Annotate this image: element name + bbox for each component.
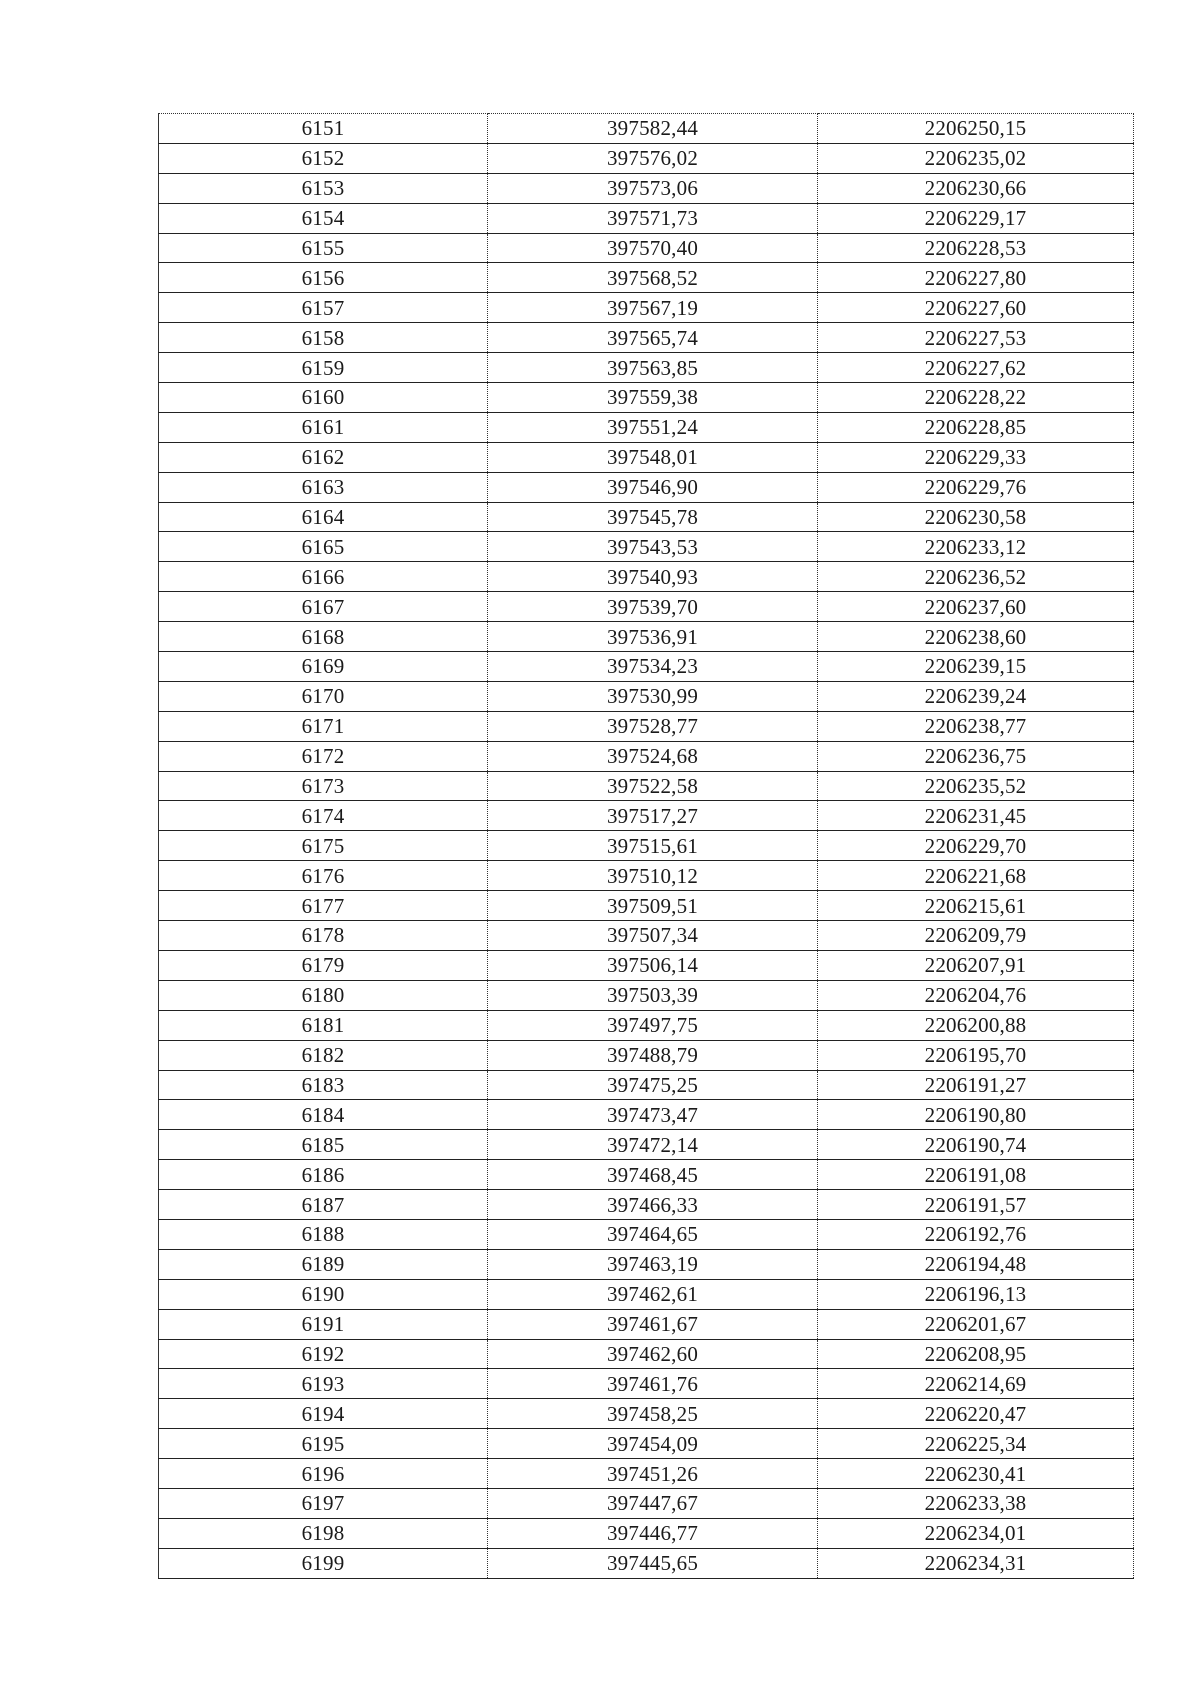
x-coordinate-cell: 397475,25 [488,1070,818,1100]
point-number-cell: 6159 [159,353,488,383]
table-row [159,1040,1134,1070]
point-number-cell: 6176 [159,861,488,891]
y-coordinate-cell: 2206200,88 [818,1010,1134,1040]
point-number-cell: 6162 [159,442,488,472]
x-coordinate-cell: 397540,93 [488,562,818,592]
y-coordinate-cell: 2206201,67 [818,1309,1134,1339]
table-row [159,1070,1134,1100]
table-row [159,1548,1134,1578]
x-coordinate-cell: 397507,34 [488,921,818,951]
y-coordinate-cell: 2206230,41 [818,1459,1134,1489]
x-coordinate-cell: 397497,75 [488,1010,818,1040]
x-coordinate-cell: 397576,02 [488,143,818,173]
y-coordinate-cell: 2206239,24 [818,681,1134,711]
point-number-cell: 6178 [159,921,488,951]
table-row [159,263,1134,293]
x-coordinate-cell: 397548,01 [488,442,818,472]
y-coordinate-cell: 2206236,52 [818,562,1134,592]
x-coordinate-cell: 397539,70 [488,592,818,622]
x-coordinate-cell: 397565,74 [488,323,818,353]
y-coordinate-cell: 2206191,27 [818,1070,1134,1100]
table-row [159,1130,1134,1160]
table-row [159,1100,1134,1130]
table-row [159,652,1134,682]
y-coordinate-cell: 2206207,91 [818,950,1134,980]
y-coordinate-cell: 2206214,69 [818,1369,1134,1399]
x-coordinate-cell: 397445,65 [488,1548,818,1578]
point-number-cell: 6189 [159,1249,488,1279]
point-number-cell: 6175 [159,831,488,861]
y-coordinate-cell: 2206204,76 [818,980,1134,1010]
x-coordinate-cell: 397503,39 [488,980,818,1010]
x-coordinate-cell: 397571,73 [488,203,818,233]
point-number-cell: 6170 [159,681,488,711]
table-row [159,741,1134,771]
table-row [159,592,1134,622]
y-coordinate-cell: 2206208,95 [818,1339,1134,1369]
y-coordinate-cell: 2206229,76 [818,472,1134,502]
table-row [159,562,1134,592]
x-coordinate-cell: 397473,47 [488,1100,818,1130]
x-coordinate-cell: 397573,06 [488,173,818,203]
x-coordinate-cell: 397528,77 [488,711,818,741]
table-row [159,472,1134,502]
point-number-cell: 6157 [159,293,488,323]
point-number-cell: 6153 [159,173,488,203]
x-coordinate-cell: 397551,24 [488,412,818,442]
table-row [159,861,1134,891]
point-number-cell: 6156 [159,263,488,293]
x-coordinate-cell: 397568,52 [488,263,818,293]
x-coordinate-cell: 397546,90 [488,472,818,502]
x-coordinate-cell: 397446,77 [488,1518,818,1548]
y-coordinate-cell: 2206235,52 [818,771,1134,801]
y-coordinate-cell: 2206230,58 [818,502,1134,532]
table-row [159,1190,1134,1220]
point-number-cell: 6151 [159,114,488,144]
point-number-cell: 6195 [159,1429,488,1459]
point-number-cell: 6191 [159,1309,488,1339]
x-coordinate-cell: 397472,14 [488,1130,818,1160]
point-number-cell: 6164 [159,502,488,532]
point-number-cell: 6163 [159,472,488,502]
y-coordinate-cell: 2206227,62 [818,353,1134,383]
table-row [159,801,1134,831]
y-coordinate-cell: 2206234,01 [818,1518,1134,1548]
y-coordinate-cell: 2206209,79 [818,921,1134,951]
table-row [159,1429,1134,1459]
table-row [159,1518,1134,1548]
table-row [159,891,1134,921]
point-number-cell: 6187 [159,1190,488,1220]
y-coordinate-cell: 2206233,38 [818,1488,1134,1518]
y-coordinate-cell: 2206250,15 [818,114,1134,144]
point-number-cell: 6174 [159,801,488,831]
y-coordinate-cell: 2206235,02 [818,143,1134,173]
x-coordinate-cell: 397563,85 [488,353,818,383]
table-row [159,1219,1134,1249]
table-row [159,1369,1134,1399]
y-coordinate-cell: 2206227,60 [818,293,1134,323]
point-number-cell: 6194 [159,1399,488,1429]
point-number-cell: 6169 [159,652,488,682]
table-row [159,502,1134,532]
point-number-cell: 6185 [159,1130,488,1160]
point-number-cell: 6166 [159,562,488,592]
point-number-cell: 6183 [159,1070,488,1100]
y-coordinate-cell: 2206236,75 [818,741,1134,771]
table-row [159,233,1134,263]
point-number-cell: 6180 [159,980,488,1010]
x-coordinate-cell: 397506,14 [488,950,818,980]
point-number-cell: 6161 [159,412,488,442]
point-number-cell: 6152 [159,143,488,173]
y-coordinate-cell: 2206234,31 [818,1548,1134,1578]
y-coordinate-cell: 2206228,22 [818,383,1134,413]
table-row [159,383,1134,413]
y-coordinate-cell: 2206191,08 [818,1160,1134,1190]
y-coordinate-cell: 2206228,53 [818,233,1134,263]
y-coordinate-cell: 2206192,76 [818,1219,1134,1249]
table-row [159,293,1134,323]
table-row [159,323,1134,353]
point-number-cell: 6197 [159,1488,488,1518]
point-number-cell: 6198 [159,1518,488,1548]
y-coordinate-cell: 2206215,61 [818,891,1134,921]
point-number-cell: 6182 [159,1040,488,1070]
y-coordinate-cell: 2206228,85 [818,412,1134,442]
x-coordinate-cell: 397534,23 [488,652,818,682]
table-row [159,831,1134,861]
point-number-cell: 6190 [159,1279,488,1309]
point-number-cell: 6177 [159,891,488,921]
x-coordinate-cell: 397463,19 [488,1249,818,1279]
point-number-cell: 6192 [159,1339,488,1369]
x-coordinate-cell: 397461,67 [488,1309,818,1339]
x-coordinate-cell: 397522,58 [488,771,818,801]
y-coordinate-cell: 2206220,47 [818,1399,1134,1429]
point-number-cell: 6158 [159,323,488,353]
x-coordinate-cell: 397567,19 [488,293,818,323]
table-row [159,114,1134,144]
y-coordinate-cell: 2206238,77 [818,711,1134,741]
x-coordinate-cell: 397461,76 [488,1369,818,1399]
table-row [159,1459,1134,1489]
x-coordinate-cell: 397451,26 [488,1459,818,1489]
x-coordinate-cell: 397559,38 [488,383,818,413]
point-number-cell: 6196 [159,1459,488,1489]
table-row [159,532,1134,562]
x-coordinate-cell: 397454,09 [488,1429,818,1459]
table-row [159,1339,1134,1369]
point-number-cell: 6181 [159,1010,488,1040]
table-row [159,950,1134,980]
x-coordinate-cell: 397530,99 [488,681,818,711]
x-coordinate-cell: 397524,68 [488,741,818,771]
y-coordinate-cell: 2206225,34 [818,1429,1134,1459]
x-coordinate-cell: 397582,44 [488,114,818,144]
y-coordinate-cell: 2206196,13 [818,1279,1134,1309]
table-row [159,1249,1134,1279]
y-coordinate-cell: 2206195,70 [818,1040,1134,1070]
point-number-cell: 6199 [159,1548,488,1578]
x-coordinate-cell: 397464,65 [488,1219,818,1249]
y-coordinate-cell: 2206194,48 [818,1249,1134,1279]
table-row [159,711,1134,741]
table-row [159,143,1134,173]
point-number-cell: 6188 [159,1219,488,1249]
coordinates-table [158,113,1134,1579]
x-coordinate-cell: 397543,53 [488,532,818,562]
table-row [159,1010,1134,1040]
y-coordinate-cell: 2206227,53 [818,323,1134,353]
y-coordinate-cell: 2206190,80 [818,1100,1134,1130]
x-coordinate-cell: 397517,27 [488,801,818,831]
table-row [159,1309,1134,1339]
point-number-cell: 6172 [159,741,488,771]
table-row [159,1279,1134,1309]
x-coordinate-cell: 397545,78 [488,502,818,532]
y-coordinate-cell: 2206191,57 [818,1190,1134,1220]
point-number-cell: 6171 [159,711,488,741]
x-coordinate-cell: 397462,60 [488,1339,818,1369]
y-coordinate-cell: 2206229,70 [818,831,1134,861]
table-row [159,173,1134,203]
table-row [159,412,1134,442]
y-coordinate-cell: 2206229,33 [818,442,1134,472]
table-row [159,771,1134,801]
point-number-cell: 6165 [159,532,488,562]
table-row [159,353,1134,383]
table-row [159,921,1134,951]
y-coordinate-cell: 2206221,68 [818,861,1134,891]
x-coordinate-cell: 397570,40 [488,233,818,263]
table-row [159,1399,1134,1429]
x-coordinate-cell: 397510,12 [488,861,818,891]
y-coordinate-cell: 2206237,60 [818,592,1134,622]
point-number-cell: 6184 [159,1100,488,1130]
x-coordinate-cell: 397509,51 [488,891,818,921]
table-row [159,1488,1134,1518]
point-number-cell: 6193 [159,1369,488,1399]
y-coordinate-cell: 2206227,80 [818,263,1134,293]
x-coordinate-cell: 397515,61 [488,831,818,861]
x-coordinate-cell: 397447,67 [488,1488,818,1518]
x-coordinate-cell: 397536,91 [488,622,818,652]
x-coordinate-cell: 397488,79 [488,1040,818,1070]
point-number-cell: 6173 [159,771,488,801]
point-number-cell: 6179 [159,950,488,980]
y-coordinate-cell: 2206190,74 [818,1130,1134,1160]
table-row [159,203,1134,233]
x-coordinate-cell: 397462,61 [488,1279,818,1309]
point-number-cell: 6167 [159,592,488,622]
y-coordinate-cell: 2206229,17 [818,203,1134,233]
table-row [159,622,1134,652]
point-number-cell: 6155 [159,233,488,263]
y-coordinate-cell: 2206231,45 [818,801,1134,831]
y-coordinate-cell: 2206230,66 [818,173,1134,203]
table-row [159,980,1134,1010]
y-coordinate-cell: 2206239,15 [818,652,1134,682]
coordinates-table-body [159,114,1134,1579]
x-coordinate-cell: 397466,33 [488,1190,818,1220]
point-number-cell: 6154 [159,203,488,233]
y-coordinate-cell: 2206238,60 [818,622,1134,652]
table-row [159,1160,1134,1190]
x-coordinate-cell: 397468,45 [488,1160,818,1190]
x-coordinate-cell: 397458,25 [488,1399,818,1429]
table-row [159,442,1134,472]
point-number-cell: 6160 [159,383,488,413]
table-row [159,681,1134,711]
y-coordinate-cell: 2206233,12 [818,532,1134,562]
point-number-cell: 6168 [159,622,488,652]
point-number-cell: 6186 [159,1160,488,1190]
